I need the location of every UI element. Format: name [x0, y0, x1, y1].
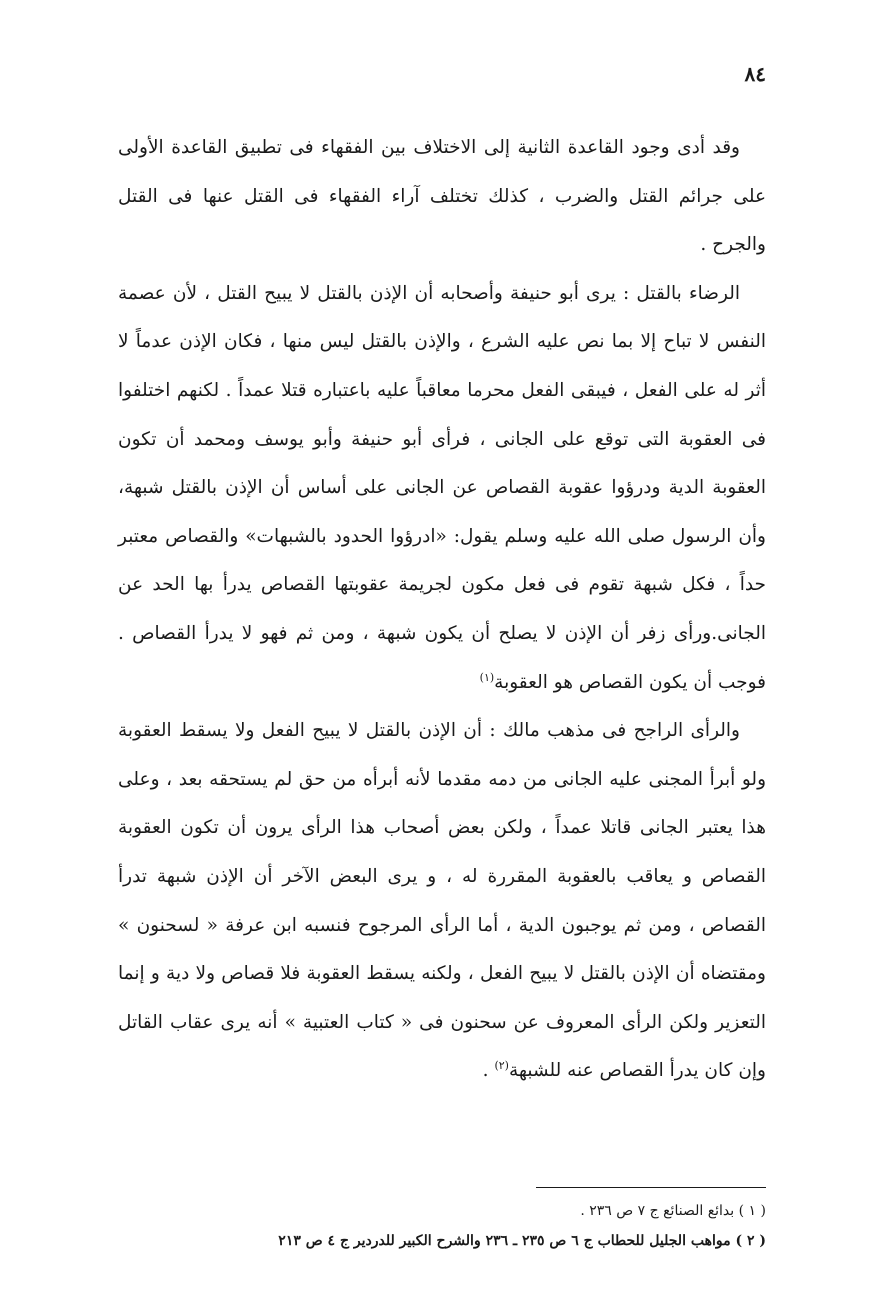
paragraph-1-text: وقد أدى وجود القاعدة الثانية إلى الاختلاف بين الفقهاء فى تطبيق القاعدة الأولى على جرائم القتل والضرب ، كذلك تختلف آراء الفقهاء فى القتل عنها فى القتل والجرح . — [118, 137, 766, 256]
footnote-ref-2: (٢) — [494, 1059, 509, 1073]
footnote-2: ( ٢ ) مواهب الجليل للحطاب ج ٦ ص ٢٣٥ ـ ٢٣٦ والشرح الكبير للدردير ج ٤ ص ٢١٣ — [278, 1233, 766, 1249]
footnote-divider — [536, 1187, 766, 1188]
footnote-1: ( ١ ) بدائع الصنائع ج ٧ ص ٢٣٦ . — [580, 1203, 766, 1219]
paragraph-2 — [118, 270, 766, 707]
paragraph-1 — [118, 124, 766, 270]
paragraph-3-text: والرأى الراجح فى مذهب مالك : أن الإذن بالقتل لا يبيح الفعل ولا يسقط العقوبة ولو أبرأ المجنى عليه الجانى من دمه مقدما لأنه أبرأه من حق لم يستحقه بعد ، وعلى هذا يعتبر الجانى قاتلا عمداً ، ولكن بعض أصحاب هذا الرأى يرون أن تكون العقوبة القصاص و يعاقب بالعقوبة المقررة له ، و يرى البعض الآخر أن الإذن شبهة تدرأ القصاص ، ومن ثم يوجبون الدية ، أما الرأى المرجوح فنسبه ابن عرفة « لسحنون » ومقتضاه أن الإذن بالقتل لا يبيح الفعل ، ولكنه يسقط العقوبة فلا قصاص ولا دية و إنما التعزير ولكن الرأى المعروف عن سحنون فى « كتاب العتبية » أنه يرى عقاب القاتل وإن كان يدرأ القصاص عنه للشبهة — [118, 720, 766, 1082]
footnote-ref-1: (١) — [479, 670, 495, 684]
page-number: ٨٤ — [744, 62, 766, 86]
body-text — [118, 124, 766, 1096]
footnotes — [116, 1196, 766, 1256]
paragraph-2-text: الرضاء بالقتل : يرى أبو حنيفة وأصحابه أن الإذن بالقتل لا يبيح القتل ، لأن عصمة النفس لا تباح إلا بما نص عليه الشرع ، والإذن بالقتل ليس منها ، فكان الإذن عدماً لا أثر له على الفعل ، فيبقى الفعل محرما معاقباً عليه باعتباره قتلا عمداً . لكنهم اختلفوا فى العقوبة التى توقع على الجانى ، فرأى أبو حنيفة وأبو يوسف ومحمد أن تكون العقوبة الدية ودرؤوا عقوبة القصاص عن الجانى على أساس أن الإذن بالقتل شبهة، وأن الرسول صلى الله عليه وسلم يقول: «ادرؤوا الحدود بالشبهات» والقصاص معتبر حداً ، فكل شبهة تقوم فى فعل مكون لجريمة عقوبتها القصاص يدرأ بها الحد عن الجانى.ورأى زفر أن الإذن لا يصلح أن يكون شبهة ، ومن ثم فهو لا يدرأ القصاص . فوجب أن يكون القصاص هو العقوبة — [118, 282, 766, 693]
paragraph-3-trailing: . — [482, 1060, 495, 1082]
paragraph-3 — [118, 707, 766, 1096]
